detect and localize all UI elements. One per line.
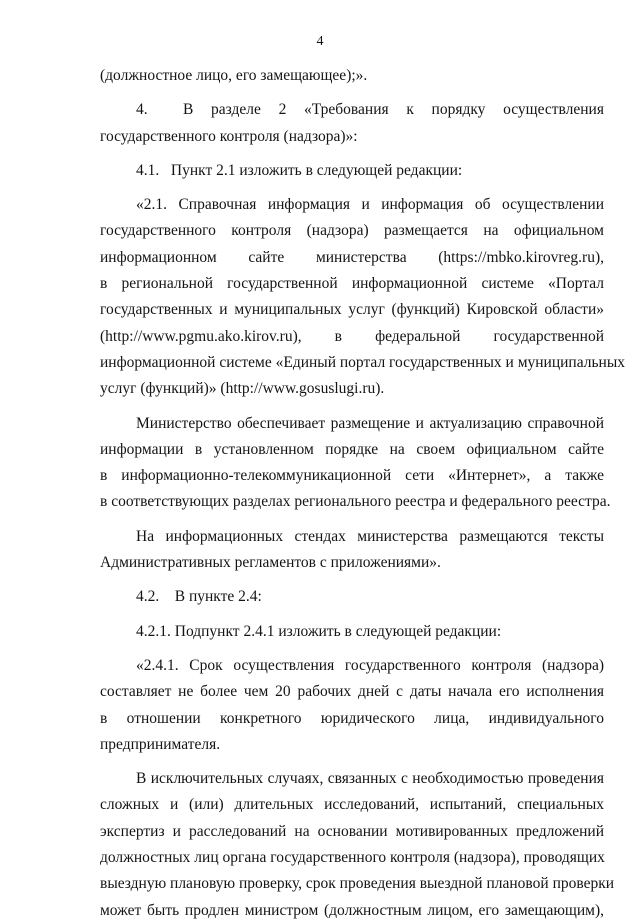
text-line: (http://www.pgmu.ako.kirov.ru), в федеральной государственной — [100, 327, 604, 345]
text-line: 4.1. Пункт 2.1 изложить в следующей редакции: — [136, 161, 463, 179]
paragraph — [100, 584, 604, 610]
paragraph — [100, 63, 604, 89]
paragraph — [100, 97, 604, 150]
paragraph — [100, 411, 611, 516]
text-line: 4. В разделе 2 «Требования к порядку осуществления — [136, 101, 604, 119]
paragraph — [100, 192, 626, 402]
text-line: В исключительных случаях, связанных с необходимостью проведения — [136, 770, 604, 788]
paragraph — [100, 158, 604, 184]
text-line: государственных и муниципальных услуг (функций) Кировской области» — [100, 301, 604, 319]
text-line: 4.2. В пункте 2.4: — [136, 588, 262, 606]
text-line: Административных регламентов с приложениями». — [100, 554, 441, 572]
text-line: в отношении конкретного юридического лица, индивидуального — [100, 709, 604, 727]
paragraph — [100, 619, 604, 645]
text-line: «2.4.1. Срок осуществления государственного контроля (надзора) — [136, 656, 604, 674]
text-line: может быть продлен министром (должностным лицом, его замещающим), — [100, 901, 604, 919]
text-line: в информационно-телекоммуникационной сети «Интернет», а также — [100, 467, 604, 485]
text-line: государственного контроля (надзора) размещается на официальном — [100, 222, 604, 240]
text-line: экспертиз и расследований на основании мотивированных предложений — [100, 822, 604, 840]
page-number: 4 — [316, 34, 324, 49]
text-line: составляет не более чем 20 рабочих дней с даты начала его исполнения — [100, 683, 604, 701]
text-line: информационном сайте министерства (https://mbko.kirovreg.ru), — [100, 248, 604, 266]
text-line: в соответствующих разделах регионального реестра и федерального реестра. — [100, 493, 611, 511]
text-line: услуг (функций)» (http://www.gosuslugi.ru). — [100, 380, 385, 398]
text-line: выездную плановую проверку, срок проведения выездной плановой проверки — [100, 875, 615, 893]
text-line: в региональной государственной информационной системе «Портал — [100, 275, 604, 293]
document-body — [100, 63, 626, 924]
text-line: государственного контроля (надзора)»: — [100, 127, 358, 145]
text-line: сложных и (или) длительных исследований, испытаний, специальных — [100, 796, 604, 814]
text-line: На информационных стендах министерства размещаются тексты — [136, 527, 604, 545]
text-line: Министерство обеспечивает размещение и актуализацию справочной — [136, 414, 604, 432]
text-line: 4.2.1. Подпункт 2.4.1 изложить в следующей редакции: — [136, 622, 502, 640]
paragraph — [100, 766, 615, 924]
paragraph — [100, 653, 604, 758]
text-line: информационной системе «Единый портал государственных и муниципальных — [100, 353, 626, 371]
paragraph — [100, 524, 604, 577]
text-line: предпринимателя. — [100, 735, 221, 753]
text-line: должностных лиц органа государственного контроля (надзора), проводящих — [100, 849, 605, 867]
text-line: (должностное лицо, его замещающее);». — [100, 67, 368, 84]
text-line: информации в установленном порядке на своем официальном сайте — [100, 440, 604, 458]
text-line: «2.1. Справочная информация и информация об осуществлении — [136, 196, 604, 214]
